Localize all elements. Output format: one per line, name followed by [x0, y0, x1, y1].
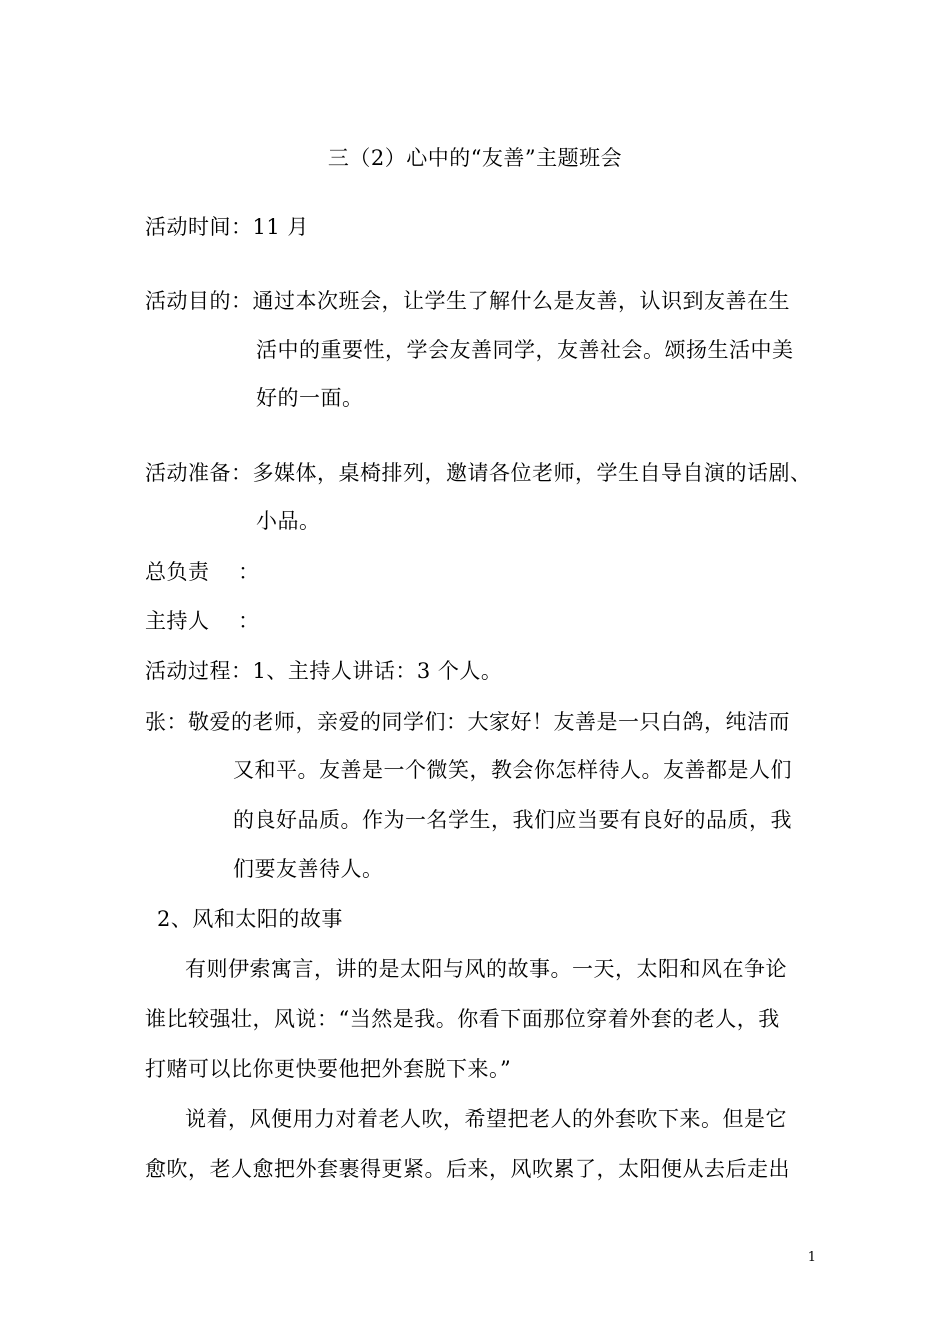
story-paragraph-2-line-2: 愈吹，老人愈把外套裹得更紧。后来，风吹累了，太阳便从去后走出 — [145, 1157, 790, 1181]
story-paragraph-2-line-1: 说着，风便用力对着老人吹，希望把老人的外套吹下来。但是它 — [185, 1107, 787, 1131]
activity-prep-line-1: 活动准备：多媒体，桌椅排列，邀请各位老师，学生自导自演的话剧、 — [145, 461, 812, 485]
story-paragraph-1-line-2: 谁比较强壮，风说：“当然是我。你看下面那位穿着外套的老人，我 — [145, 1007, 780, 1031]
story-heading: 2、风和太阳的故事 — [157, 907, 343, 931]
page-title: 三（2）心中的“友善”主题班会 — [327, 146, 623, 170]
zhang-speech-line-4: 们要友善待人。 — [233, 857, 384, 881]
host-label: 主持人 ： — [145, 609, 260, 633]
activity-purpose-line-1: 活动目的：通过本次班会，让学生了解什么是友善，认识到友善在生 — [145, 289, 790, 313]
activity-prep-line-2: 小品。 — [256, 509, 321, 533]
zhang-speech-line-1: 张：敬爱的老师，亲爱的同学们：大家好！友善是一只白鸽，纯洁而 — [145, 710, 790, 734]
activity-process: 活动过程：1、主持人讲话：3 个人。 — [145, 659, 503, 683]
activity-purpose-line-2: 活中的重要性，学会友善同学，友善社会。颂扬生活中美 — [256, 338, 794, 362]
activity-time: 活动时间：11 月 — [145, 215, 309, 239]
zhang-speech-line-2: 又和平。友善是一个微笑，教会你怎样待人。友善都是人们 — [233, 758, 792, 782]
zhang-speech-line-3: 的良好品质。作为一名学生，我们应当要有良好的品质，我 — [233, 808, 792, 832]
activity-purpose-line-3: 好的一面。 — [256, 386, 364, 410]
leader-label: 总负责 ： — [145, 560, 260, 584]
page-number: 1 — [807, 1250, 816, 1265]
story-paragraph-1-line-3: 打赌可以比你更快要他把外套脱下来。” — [145, 1057, 512, 1081]
story-paragraph-1-line-1: 有则伊索寓言，讲的是太阳与风的故事。一天，太阳和风在争论 — [185, 957, 787, 981]
